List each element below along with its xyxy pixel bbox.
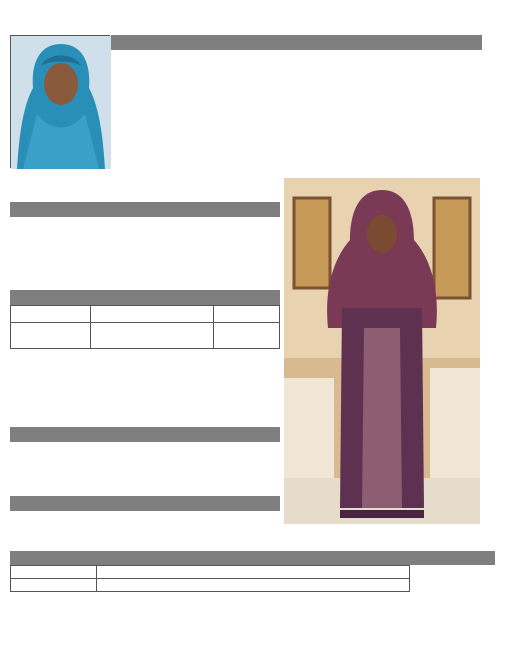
skills-header xyxy=(10,551,495,565)
remarks-value xyxy=(96,579,409,592)
other-skills-value xyxy=(96,566,409,579)
education-qualification-row xyxy=(11,323,280,349)
skills-table xyxy=(10,565,495,592)
remarks-arabic xyxy=(410,579,495,592)
passport-header xyxy=(10,202,280,217)
complexion-row xyxy=(11,306,280,323)
portrait-icon xyxy=(11,36,111,169)
education-qualification-arabic xyxy=(214,323,280,349)
candidate-header xyxy=(10,290,280,305)
other-skills-row xyxy=(11,566,495,579)
education-qualification-label xyxy=(11,323,91,349)
remarks-label xyxy=(11,579,97,592)
candidate-table xyxy=(10,305,280,349)
full-body-photo-icon xyxy=(284,178,480,524)
experience-header xyxy=(10,496,280,511)
complexion-arabic xyxy=(214,306,280,323)
other-skills-arabic xyxy=(410,566,495,579)
complexion-label xyxy=(11,306,91,323)
languages-header xyxy=(10,427,280,442)
complexion-options xyxy=(91,306,214,323)
other-skills-label xyxy=(11,566,97,579)
education-qualification-value xyxy=(91,323,214,349)
applicant-photo-full xyxy=(284,178,480,524)
remarks-row xyxy=(11,579,495,592)
applicant-photo-small xyxy=(10,35,110,168)
details-header xyxy=(111,35,482,50)
